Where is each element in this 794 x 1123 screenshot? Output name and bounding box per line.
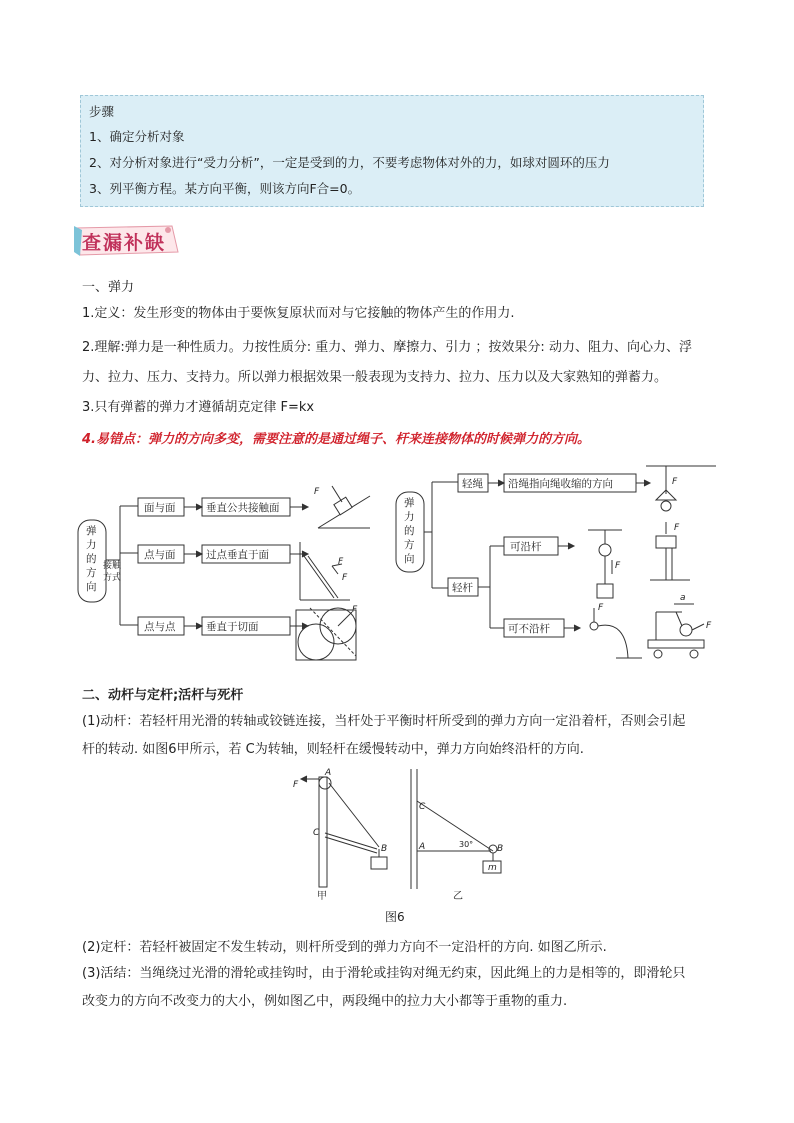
fn-label-corner: F (338, 557, 344, 567)
fig-left-label-c: C (313, 828, 320, 838)
rope-rule: 沿绳指向绳收缩的方向 (508, 478, 613, 490)
fig-left-label-a: A (325, 768, 332, 778)
section1-p4-warning: 4.易错点：弹力的方向多变，需要注意的是通过绳子、杆来连接物体的时候弹力的方向。 (82, 432, 590, 447)
step-item-3: 3、列平衡方程。某方向平衡，则该方向F合=0。 (89, 181, 361, 196)
left-root-char-1: 弹 (86, 525, 97, 537)
fig-left-label-b: B (381, 844, 388, 854)
a-label-cart: a (680, 593, 686, 603)
section-banner (72, 222, 182, 258)
right-root-char-1: 弹 (404, 497, 415, 509)
section2-p3-line2: 改变力的方向不改变力的大小，例如图乙中，两段绳中的拉力大小都等于重物的重力. (82, 994, 568, 1009)
right-root-char-2: 力 (404, 511, 415, 523)
rod-not-along: 可不沿杆 (508, 623, 550, 635)
fn-prime-label: F (342, 573, 348, 583)
rod-along: 可沿杆 (510, 541, 542, 553)
left-root-char-4: 方 (86, 567, 97, 579)
fn-label-slope: F (314, 487, 320, 497)
fig-caption-right: 乙 (453, 891, 463, 902)
step-item-1: 1、确定分析对象 (89, 129, 185, 144)
steps-heading: 步骤 (89, 104, 115, 119)
section1-p2-line2: 力、拉力、压力、支持力。所以弹力根据效果一般表现为支持力、拉力、压力以及大家熟知的弹蓄力。 (82, 370, 668, 385)
section2-p3-line1: (3)活结：当绳绕过光滑的滑轮或挂钩时，由于滑轮或挂钩对绳无约束，因此绳上的力是相等的，即滑轮只 (82, 966, 686, 981)
fig-left-label-f: F (293, 780, 299, 790)
fn-label-post: F (674, 523, 680, 533)
step-item-2: 2、对分析对象进行“受力分析”，一定是受到的力，不要考虑物体对外的力，如球对圆环的压力 (89, 155, 610, 170)
fig-right-label-b: B (497, 844, 504, 854)
rule-face-face: 垂直公共接触面 (206, 502, 280, 514)
contact-label-2: 方式 (103, 573, 122, 583)
right-root-char-5: 向 (404, 553, 415, 565)
ft-label-lamp: F (672, 477, 678, 487)
right-root-char-3: 的 (404, 525, 415, 537)
rule-point-point: 垂直于切面 (206, 621, 259, 633)
fig-caption-left: 甲 (317, 891, 327, 902)
left-root-char-2: 力 (86, 539, 97, 551)
left-root-char-5: 向 (86, 581, 97, 593)
case-point-face: 点与面 (144, 549, 176, 561)
left-root-char-3: 的 (86, 553, 97, 565)
section2-p2: (2)定杆：若轻杆被固定不发生转动，则杆所受到的弹力方向不一定沿杆的方向. 如图乙所示. (82, 940, 607, 955)
right-root-char-4: 方 (404, 539, 415, 551)
fig-right-label-c: C (419, 802, 426, 812)
case-point-point: 点与点 (144, 621, 176, 633)
contact-label-1: 接触 (103, 561, 122, 571)
fig-right-angle: 30° (459, 840, 474, 849)
fig-caption: 图6 (385, 910, 405, 924)
figure-6 (285, 765, 525, 935)
section2-title: 二、动杆与定杆;活杆与死杆 (82, 688, 244, 703)
banner-title: 查漏补缺 (82, 232, 167, 254)
section2-p1-line2: 杆的转动. 如图6甲所示，若 C为转轴，则轻杆在缓慢转动中，弹力方向始终沿杆的方向. (82, 742, 584, 757)
section1-title: 一、弹力 (82, 280, 135, 295)
section1-p2-line1: 2.理解:弹力是一种性质力。力按性质分: 重力、弹力、摩擦力、引力 ；按效果分: 动力、阻力、向心力、浮 (82, 340, 692, 355)
fn-label-curved-rod: F (598, 603, 604, 613)
fn-label-cart: F (706, 621, 712, 631)
fig-right-label-m: m (488, 863, 497, 873)
rod-label: 轻杆 (452, 582, 473, 594)
rule-point-face: 过点垂直于面 (206, 549, 269, 561)
section1-p3: 3.只有弹蓄的弹力才遵循胡克定律 F=kx (82, 400, 315, 415)
case-face-face: 面与面 (144, 502, 176, 514)
ft-label-pulley: F (615, 561, 621, 571)
rope-label: 轻绳 (462, 478, 483, 490)
fig-right-label-a: A (419, 842, 426, 852)
steps-box (80, 95, 704, 207)
section2-p1-line1: (1)动杆：若轻杆用光滑的转轴或铰链连接，当杆处于平衡时杆所受到的弹力方向一定沿着杆，否则会引起 (82, 714, 686, 729)
section1-p1: 1.定义：发生形变的物体由于要恢复原状而对与它接触的物体产生的作用力. (82, 306, 515, 321)
elastic-force-diagram (70, 460, 730, 670)
fn-label-circles: F (352, 605, 358, 615)
